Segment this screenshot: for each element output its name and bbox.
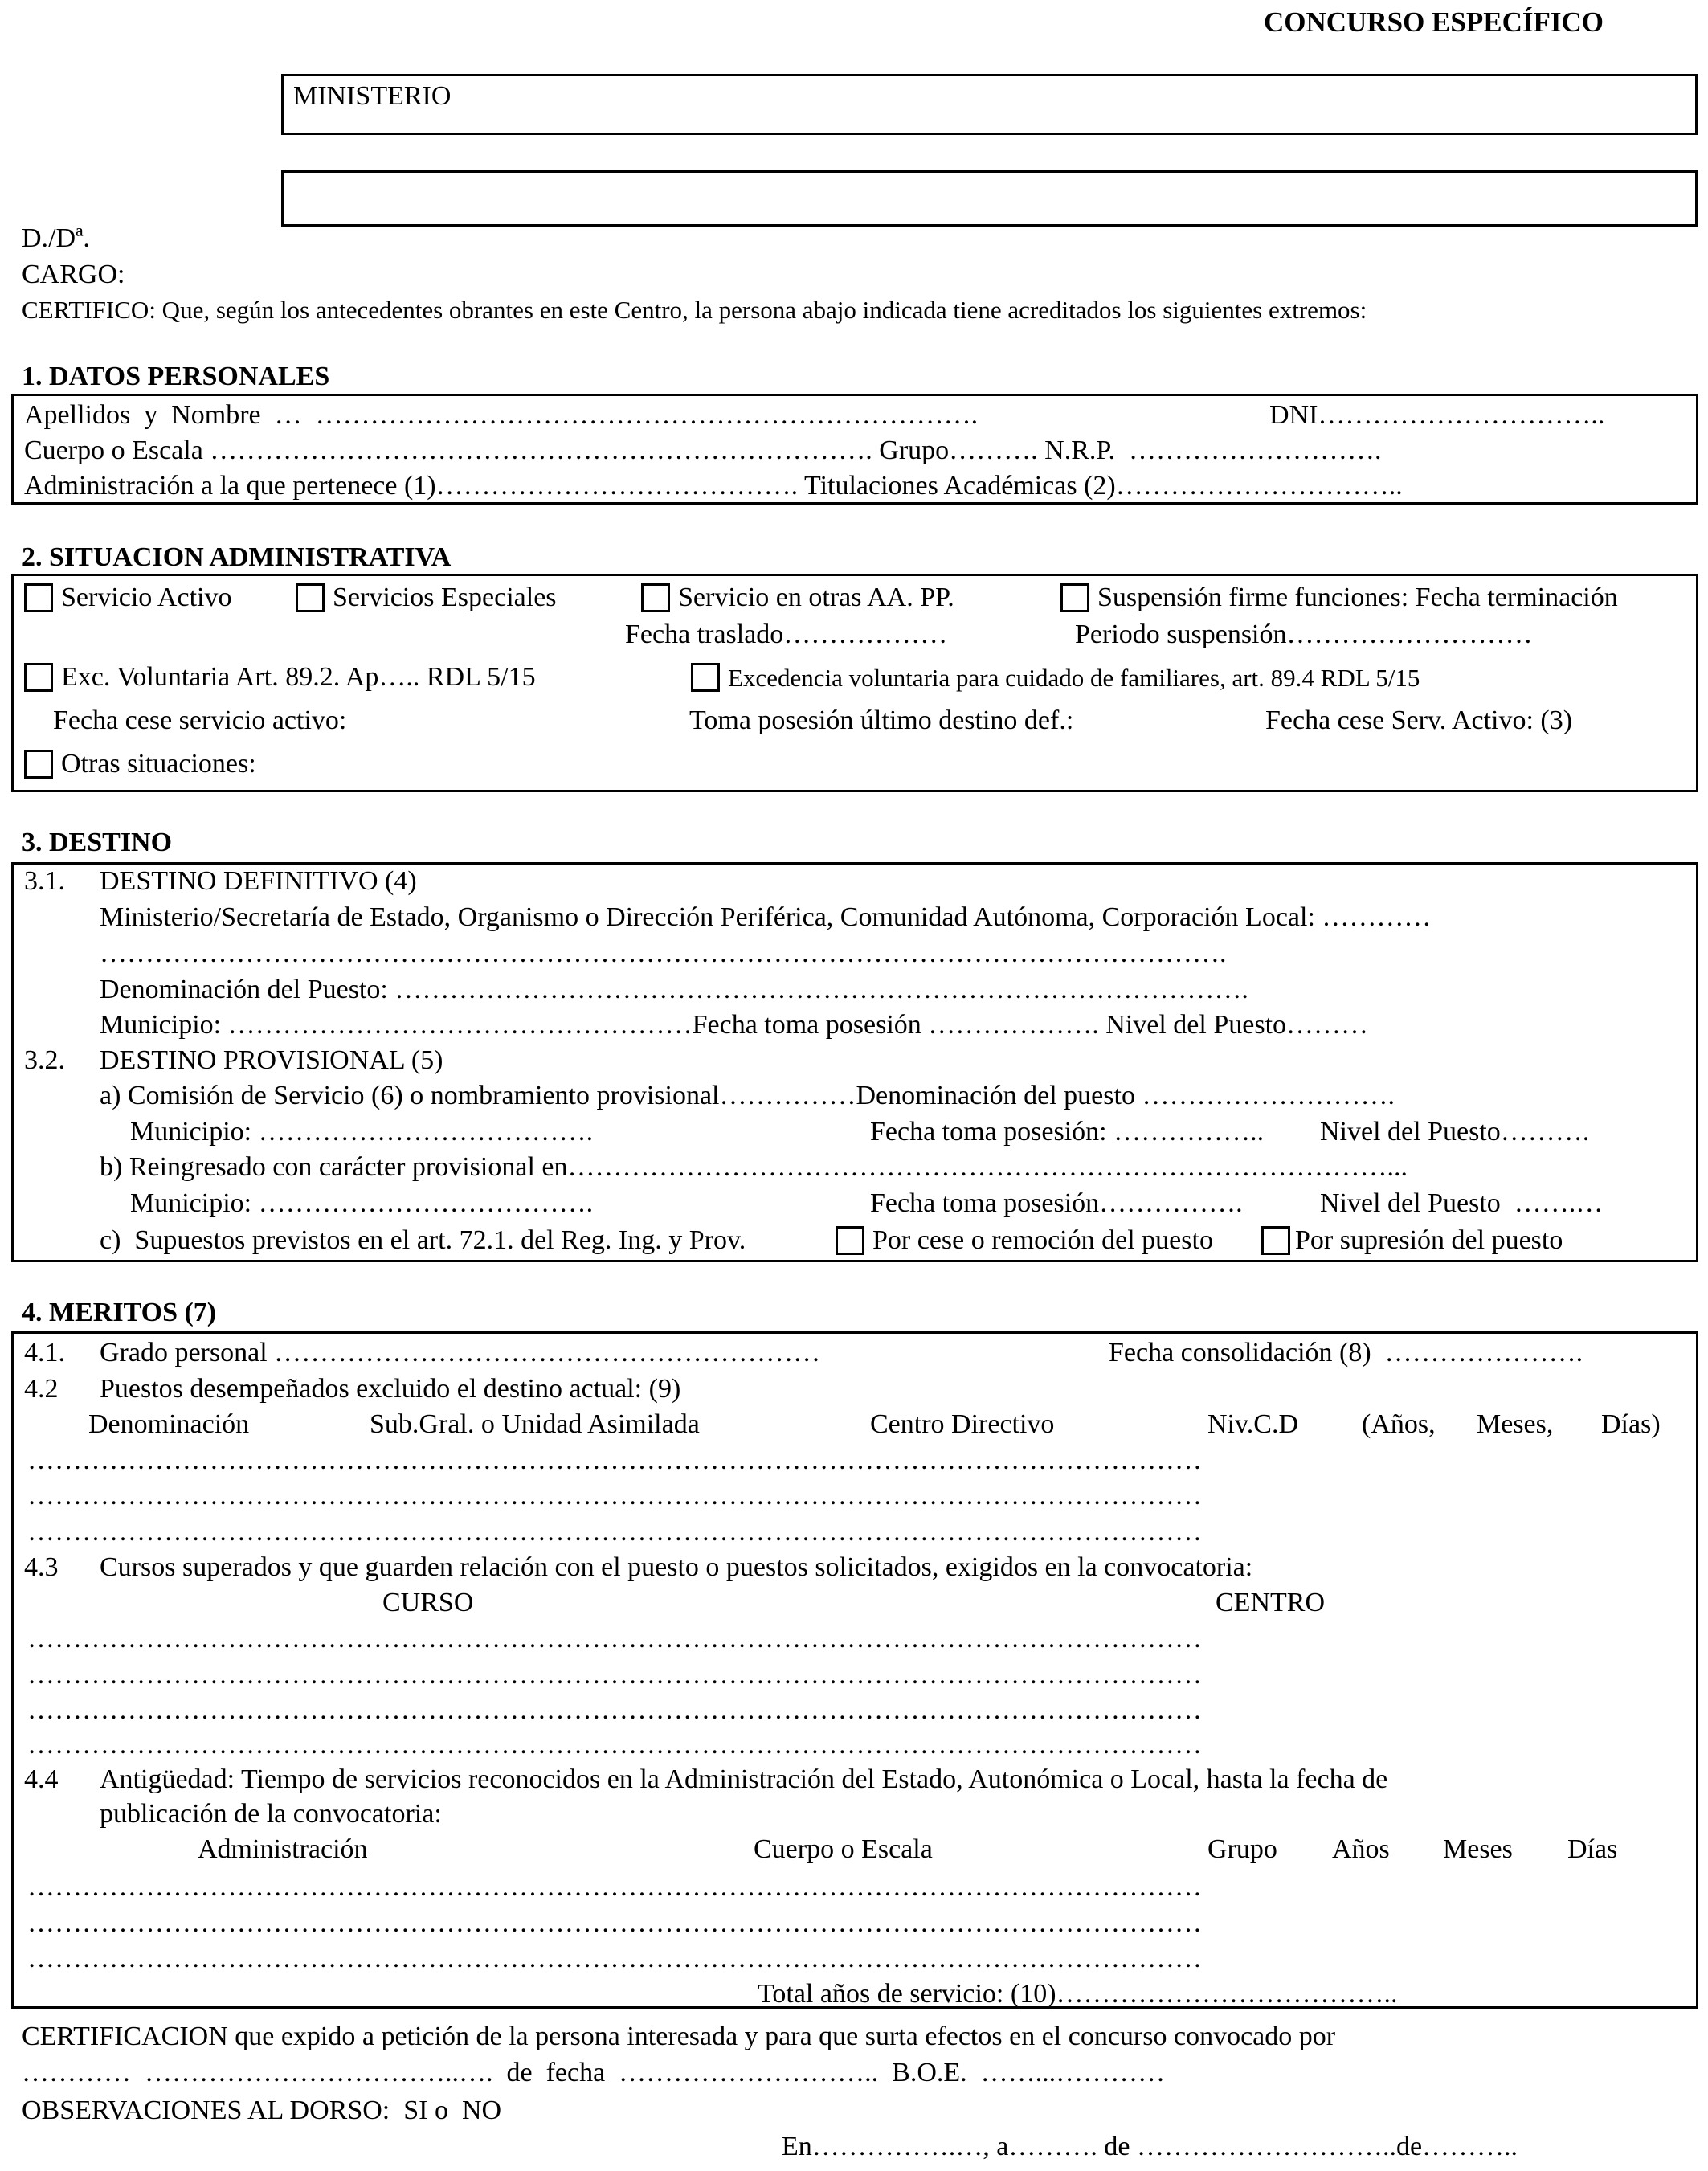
exc-voluntaria-checkbox[interactable] bbox=[24, 663, 53, 692]
col-grupo: Grupo bbox=[1207, 1834, 1277, 1864]
col-administracion: Administración bbox=[198, 1834, 368, 1864]
reingresado-nivel-field[interactable]: Nivel del Puesto …….… bbox=[1320, 1188, 1604, 1218]
section-3-heading: 3. DESTINO bbox=[22, 828, 173, 857]
cursos-row[interactable]: ………………………………………………………………………………………………………………… bbox=[27, 1695, 1202, 1725]
suspension-label: Suspensión firme funciones: Fecha terminación bbox=[1097, 583, 1618, 612]
observaciones-dorso: OBSERVACIONES AL DORSO: SI o NO bbox=[22, 2095, 502, 2125]
antiguedad-row[interactable]: ………………………………………………………………………………………………………………… bbox=[27, 1944, 1202, 1973]
dni-field[interactable]: DNI………………………….. bbox=[1269, 400, 1605, 430]
col-denominacion: Denominación bbox=[88, 1409, 250, 1439]
puestos-desempenados-number: 4.2 bbox=[24, 1374, 59, 1404]
ministerio-label: MINISTERIO bbox=[293, 81, 452, 111]
ministerio-organismo-field[interactable]: Ministerio/Secretaría de Estado, Organismo o Dirección Periférica, Comunidad Autónoma, Corporación Local: ………… bbox=[100, 902, 1432, 932]
col-dias: Días) bbox=[1601, 1409, 1661, 1439]
col-niv-cd: Niv.C.D bbox=[1207, 1409, 1299, 1439]
certificacion-fecha-boe-field[interactable]: ………… ……………………………..…. de fecha ……………………….. B.O.E. ……...………… bbox=[22, 2058, 1166, 2087]
servicio-otras-aapp-checkbox[interactable] bbox=[641, 583, 670, 612]
comision-fecha-field[interactable]: Fecha toma posesión: …………….. bbox=[870, 1117, 1265, 1147]
cursos-heading: Cursos superados y que guarden relación con el puesto o puestos solicitados, exigidos en la convocatoria: bbox=[100, 1552, 1253, 1582]
destino-provisional-heading: DESTINO PROVISIONAL (5) bbox=[100, 1045, 443, 1075]
ministerio-organismo-continuation[interactable]: ……………………………………………………………………………………………………………. bbox=[100, 938, 1227, 968]
toma-posesion-ultimo-destino-label: Toma posesión último destino def.: bbox=[689, 705, 1074, 735]
destino-provisional-number: 3.2. bbox=[24, 1045, 65, 1075]
col-dias: Días bbox=[1567, 1834, 1618, 1864]
destino-definitivo-heading: DESTINO DEFINITIVO (4) bbox=[100, 866, 417, 896]
destino-definitivo-number: 3.1. bbox=[24, 866, 65, 896]
excedencia-familiares-label: Excedencia voluntaria para cuidado de familiares, art. 89.4 RDL 5/15 bbox=[728, 664, 1420, 692]
municipio-definitivo-field[interactable]: Municipio: ……………………………………………Fecha toma posesión ………………. Nivel del Puesto……… bbox=[100, 1010, 1369, 1040]
denominacion-puesto-field[interactable]: Denominación del Puesto: …………………………………………………………………………………. bbox=[100, 975, 1248, 1004]
reingresado-fecha-field[interactable]: Fecha toma posesión……………. bbox=[870, 1188, 1243, 1218]
ministerio-blank-field[interactable] bbox=[281, 170, 1698, 227]
antiguedad-row[interactable]: ………………………………………………………………………………………………………………… bbox=[27, 1872, 1202, 1902]
exc-voluntaria-label: Exc. Voluntaria Art. 89.2. Ap….. RDL 5/15 bbox=[61, 662, 536, 692]
cursos-row[interactable]: ………………………………………………………………………………………………………………… bbox=[27, 1660, 1202, 1690]
d-da-label: D./Dª. bbox=[22, 223, 90, 253]
col-centro-directivo: Centro Directivo bbox=[870, 1409, 1055, 1439]
supresion-puesto-checkbox[interactable] bbox=[1261, 1226, 1290, 1255]
puestos-row[interactable]: ………………………………………………………………………………………………………………… bbox=[27, 1445, 1202, 1475]
reingresado-municipio-field[interactable]: Municipio: ………………………………. bbox=[130, 1188, 594, 1218]
cese-remocion-label: Por cese o remoción del puesto bbox=[872, 1225, 1213, 1255]
col-anos: Años bbox=[1332, 1834, 1390, 1864]
col-cuerpo-escala: Cuerpo o Escala bbox=[754, 1834, 933, 1864]
servicio-activo-checkbox[interactable] bbox=[24, 583, 53, 612]
col-centro: CENTRO bbox=[1216, 1588, 1325, 1617]
section-2-heading: 2. SITUACION ADMINISTRATIVA bbox=[22, 542, 452, 572]
servicio-activo-label: Servicio Activo bbox=[61, 583, 232, 612]
otras-situaciones-checkbox[interactable] bbox=[24, 750, 53, 779]
administracion-titulaciones-field[interactable]: Administración a la que pertenece (1)…………………………………. Titulaciones Académicas (2)………………………….. bbox=[24, 471, 1403, 501]
fecha-traslado-field[interactable]: Fecha traslado……………… bbox=[625, 619, 948, 649]
puestos-row[interactable]: ………………………………………………………………………………………………………………… bbox=[27, 1517, 1202, 1547]
reingresado-field[interactable]: b) Reingresado con carácter provisional en………………………………………………………………………………... bbox=[100, 1152, 1408, 1182]
cese-remocion-checkbox[interactable] bbox=[836, 1226, 864, 1255]
col-meses: Meses bbox=[1443, 1834, 1513, 1864]
col-anos: (Años, bbox=[1362, 1409, 1436, 1439]
antiguedad-row[interactable]: ………………………………………………………………………………………………………………… bbox=[27, 1908, 1202, 1938]
suspension-checkbox[interactable] bbox=[1060, 583, 1089, 612]
supuestos-72-label: c) Supuestos previstos en el art. 72.1. del Reg. Ing. y Prov. bbox=[100, 1225, 746, 1255]
otras-situaciones-label: Otras situaciones: bbox=[61, 749, 256, 779]
certifico-text: CERTIFICO: Que, según los antecedentes obrantes en este Centro, la persona abajo indicada tiene acreditados los siguientes extremos: bbox=[22, 296, 1367, 324]
comision-municipio-field[interactable]: Municipio: ………………………………. bbox=[130, 1117, 594, 1147]
antiguedad-number: 4.4 bbox=[24, 1764, 59, 1794]
col-meses: Meses, bbox=[1477, 1409, 1554, 1439]
cursos-row[interactable]: ………………………………………………………………………………………………………………… bbox=[27, 1624, 1202, 1654]
section-4-heading: 4. MERITOS (7) bbox=[22, 1298, 217, 1327]
lugar-fecha-field[interactable]: En…………….…, a………. de ………………………..de……….. bbox=[782, 2132, 1518, 2161]
excedencia-familiares-checkbox[interactable] bbox=[691, 663, 720, 692]
fecha-cese-servicio-activo-label: Fecha cese servicio activo: bbox=[53, 705, 347, 735]
col-curso: CURSO bbox=[382, 1588, 474, 1617]
form-title: CONCURSO ESPECÍFICO bbox=[1264, 6, 1604, 38]
certificacion-text: CERTIFICACION que expido a petición de la persona interesada y para que surta efectos en el concurso convocado por bbox=[22, 2022, 1336, 2051]
puestos-desempenados-heading: Puestos desempeñados excluido el destino actual: (9) bbox=[100, 1374, 681, 1404]
servicios-especiales-label: Servicios Especiales bbox=[333, 583, 557, 612]
cursos-row[interactable]: ………………………………………………………………………………………………………………… bbox=[27, 1730, 1202, 1760]
fecha-cese-serv-activo-label: Fecha cese Serv. Activo: (3) bbox=[1265, 705, 1573, 735]
cargo-label: CARGO: bbox=[22, 260, 125, 289]
periodo-suspension-field[interactable]: Periodo suspensión……………………… bbox=[1075, 619, 1533, 649]
cuerpo-escala-field[interactable]: Cuerpo o Escala ………………………………………………………………. Grupo………. N.R.P. ………………………. bbox=[24, 435, 1382, 465]
antiguedad-heading-cont: publicación de la convocatoria: bbox=[100, 1799, 442, 1829]
servicios-especiales-checkbox[interactable] bbox=[296, 583, 325, 612]
comision-servicio-field[interactable]: a) Comisión de Servicio (6) o nombramiento provisional……………Denominación del puesto ………………………. bbox=[100, 1081, 1395, 1110]
grado-personal-field[interactable]: Grado personal …………………………………………………… bbox=[100, 1338, 821, 1368]
apellidos-nombre-field[interactable]: Apellidos y Nombre … ………………………………………………………………. bbox=[24, 400, 979, 430]
antiguedad-heading: Antigüedad: Tiempo de servicios reconocidos en la Administración del Estado, Autonómica o Local, hasta la fecha de bbox=[100, 1764, 1388, 1794]
comision-nivel-field[interactable]: Nivel del Puesto………. bbox=[1320, 1117, 1590, 1147]
puestos-row[interactable]: ………………………………………………………………………………………………………………… bbox=[27, 1481, 1202, 1511]
grado-personal-number: 4.1. bbox=[24, 1338, 65, 1368]
section-1-heading: 1. DATOS PERSONALES bbox=[22, 362, 330, 391]
fecha-consolidacion-field[interactable]: Fecha consolidación (8) …………………. bbox=[1109, 1338, 1583, 1368]
supresion-puesto-label: Por supresión del puesto bbox=[1295, 1225, 1563, 1255]
total-anos-servicio-field[interactable]: Total años de servicio: (10)……………………………….. bbox=[758, 1979, 1398, 2009]
col-subgral: Sub.Gral. o Unidad Asimilada bbox=[370, 1409, 700, 1439]
ministerio-field[interactable] bbox=[281, 74, 1698, 135]
servicio-otras-aapp-label: Servicio en otras AA. PP. bbox=[678, 583, 954, 612]
cursos-number: 4.3 bbox=[24, 1552, 59, 1582]
